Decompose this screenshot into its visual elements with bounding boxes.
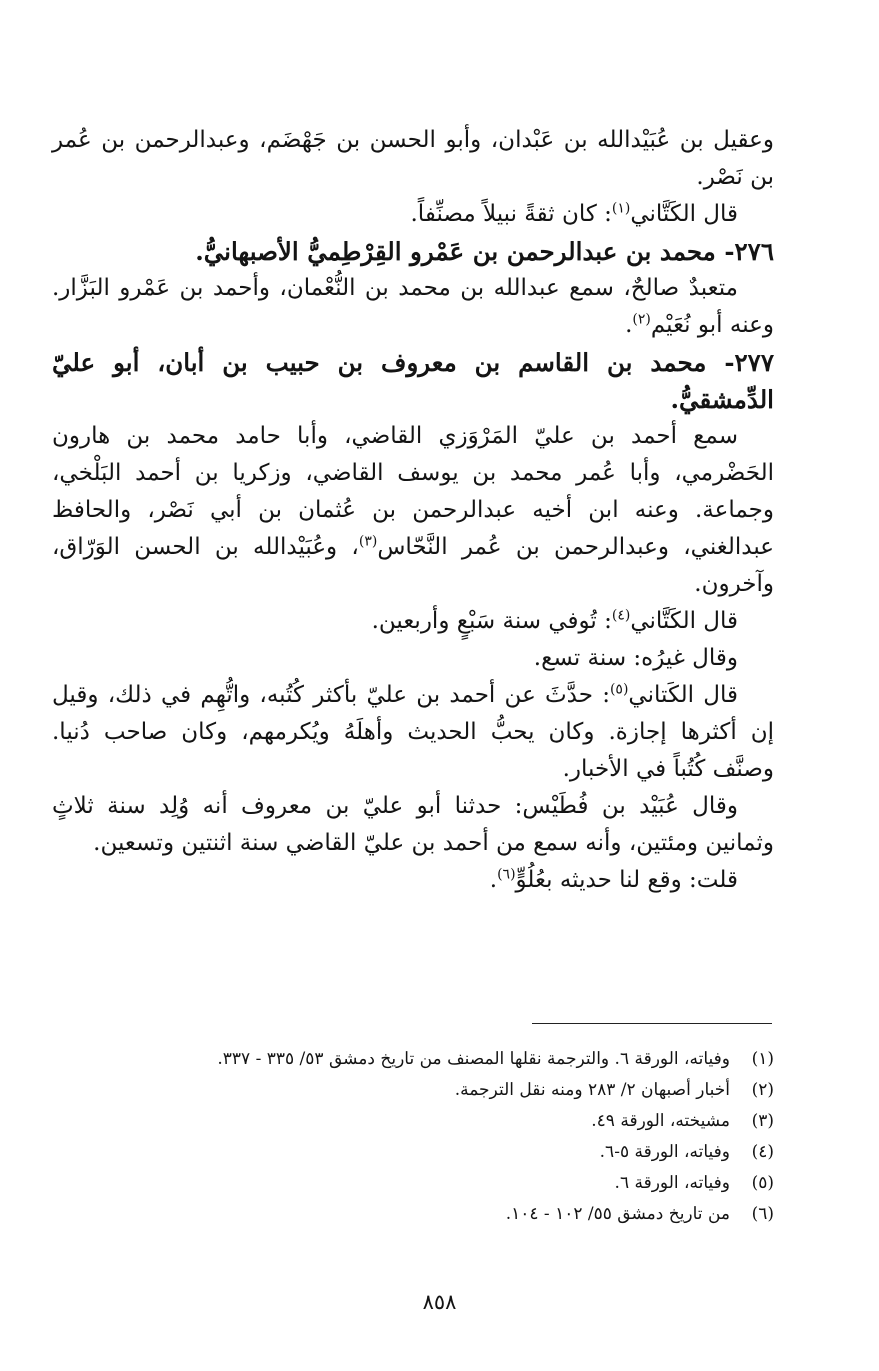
main-text [52, 122, 774, 899]
paragraph: وقال غيرُه: سنة تسع. [533, 645, 738, 671]
footnote-reference: (٤) [611, 607, 631, 624]
text-run: ، وعُبَيْدالله بن الحسن الوَرّاق، وآخرون. [52, 534, 774, 597]
text-run: . [625, 312, 633, 338]
footnote [52, 1075, 774, 1106]
footnote-reference: (٦) [497, 866, 516, 883]
text-run: متعبدٌ صالحٌ، سمع عبدالله بن محمد بن النُّعْمان، وأحمد بن عَمْرو البَزَّار. وعنه أبو نُعَيْم [52, 275, 774, 338]
footnote-text: وفياته، الورقة ٥-٦. [599, 1142, 730, 1162]
paragraph [52, 603, 774, 640]
paragraph [52, 418, 774, 603]
text-run: سمع أحمد بن عليّ المَرْوَزي القاضي، وأبا حامد محمد بن هارون الحَضْرمي، وأبا عُمر محمد بن يوسف القاضي، وزكريا بن أحمد البَلْخي، وجماعة. وعنه ابن أخيه عبدالرحمن بن عُثمان بن أبي نَصْر، والحافظ عبدالغني، وعبدالرحمن بن عُمر النَّحّاس [52, 423, 774, 560]
footnote-number: (٥) [751, 1173, 774, 1193]
footnote-text: من تاريخ دمشق ٥٥/ ١٠٢ - ١٠٤. [505, 1204, 730, 1224]
text-run: قال الكَتَّاني [630, 608, 738, 634]
footnote-reference: (١) [611, 200, 631, 217]
footnote-text: وفياته، الورقة ٦. [614, 1173, 730, 1193]
footnote [52, 1137, 774, 1168]
footnote [52, 1168, 774, 1199]
footnote-number: (١) [751, 1049, 774, 1069]
text-run: قلت: وقع لنا حديثه بعُلُوٍّ [515, 867, 738, 893]
paragraph: وعقيل بن عُبَيْدالله بن عَبْدان، وأبو الحسن بن جَهْضَم، وعبدالرحمن بن عُمر بن نَصْر. [52, 127, 774, 190]
footnote-reference: (٢) [632, 311, 651, 328]
text-run: قال الكَتاني [628, 682, 738, 708]
text-run: : حدَّثَ عن أحمد بن عليّ بأكثر كُتُبه، واتُّهِم في ذلك، وقيل إن أكثرها إجازة. وكان يحبُّ الحديث وأهلَهُ ويُكرمهم، وكان صاحب دُنيا. وصنَّف كُتُباً في الأخبار. [52, 682, 774, 782]
footnote-text: أخبار أصبهان ٢/ ٢٨٣ ومنه نقل الترجمة. [454, 1080, 730, 1100]
text-run: قال الكَتَّاني [630, 201, 738, 227]
paragraph [52, 862, 774, 899]
footnotes [52, 1044, 774, 1230]
footnote-reference: (٣) [358, 533, 378, 550]
text-run: : كان ثقةً نبيلاً مصنِّفاً. [410, 201, 612, 227]
paragraph [52, 677, 774, 788]
footnote [52, 1106, 774, 1137]
footnote-separator [532, 1023, 772, 1024]
footnote-number: (٤) [751, 1142, 774, 1162]
footnote [52, 1199, 774, 1230]
footnote-number: (٢) [751, 1080, 774, 1100]
footnote [52, 1044, 774, 1075]
paragraph: وقال عُبَيْد بن فُطَيْس: حدثنا أبو عليّ بن معروف أنه وُلِد سنة ثلاثٍ وثمانين ومئتين، وأنه سمع من أحمد بن عليّ القاضي سنة اثنتين وتسعين. [52, 793, 774, 856]
paragraph [52, 196, 774, 233]
entry-heading: ٢٧٧- محمد بن القاسم بن معروف بن حبيب بن أبان، أبو عليّ الدِّمشقيُّ. [52, 348, 774, 414]
footnote-text: مشيخته، الورقة ٤٩. [591, 1111, 730, 1131]
page-number: ٨٥٨ [422, 1290, 457, 1314]
footnote-text: وفياته، الورقة ٦. والترجمة نقلها المصنف من تاريخ دمشق ٥٣/ ٣٣٥ - ٣٣٧. [217, 1049, 730, 1069]
footnote-number: (٦) [751, 1204, 774, 1224]
text-run: : تُوفي سنة سَبْعٍ وأربعين. [371, 608, 612, 634]
entry-heading: ٢٧٦- محمد بن عبدالرحمن بن عَمْرو القِرْطِميُّ الأصبهانيُّ. [195, 237, 774, 266]
footnote-number: (٣) [751, 1111, 774, 1131]
text-run: . [489, 867, 498, 893]
footnote-reference: (٥) [609, 681, 629, 698]
paragraph [52, 270, 774, 344]
